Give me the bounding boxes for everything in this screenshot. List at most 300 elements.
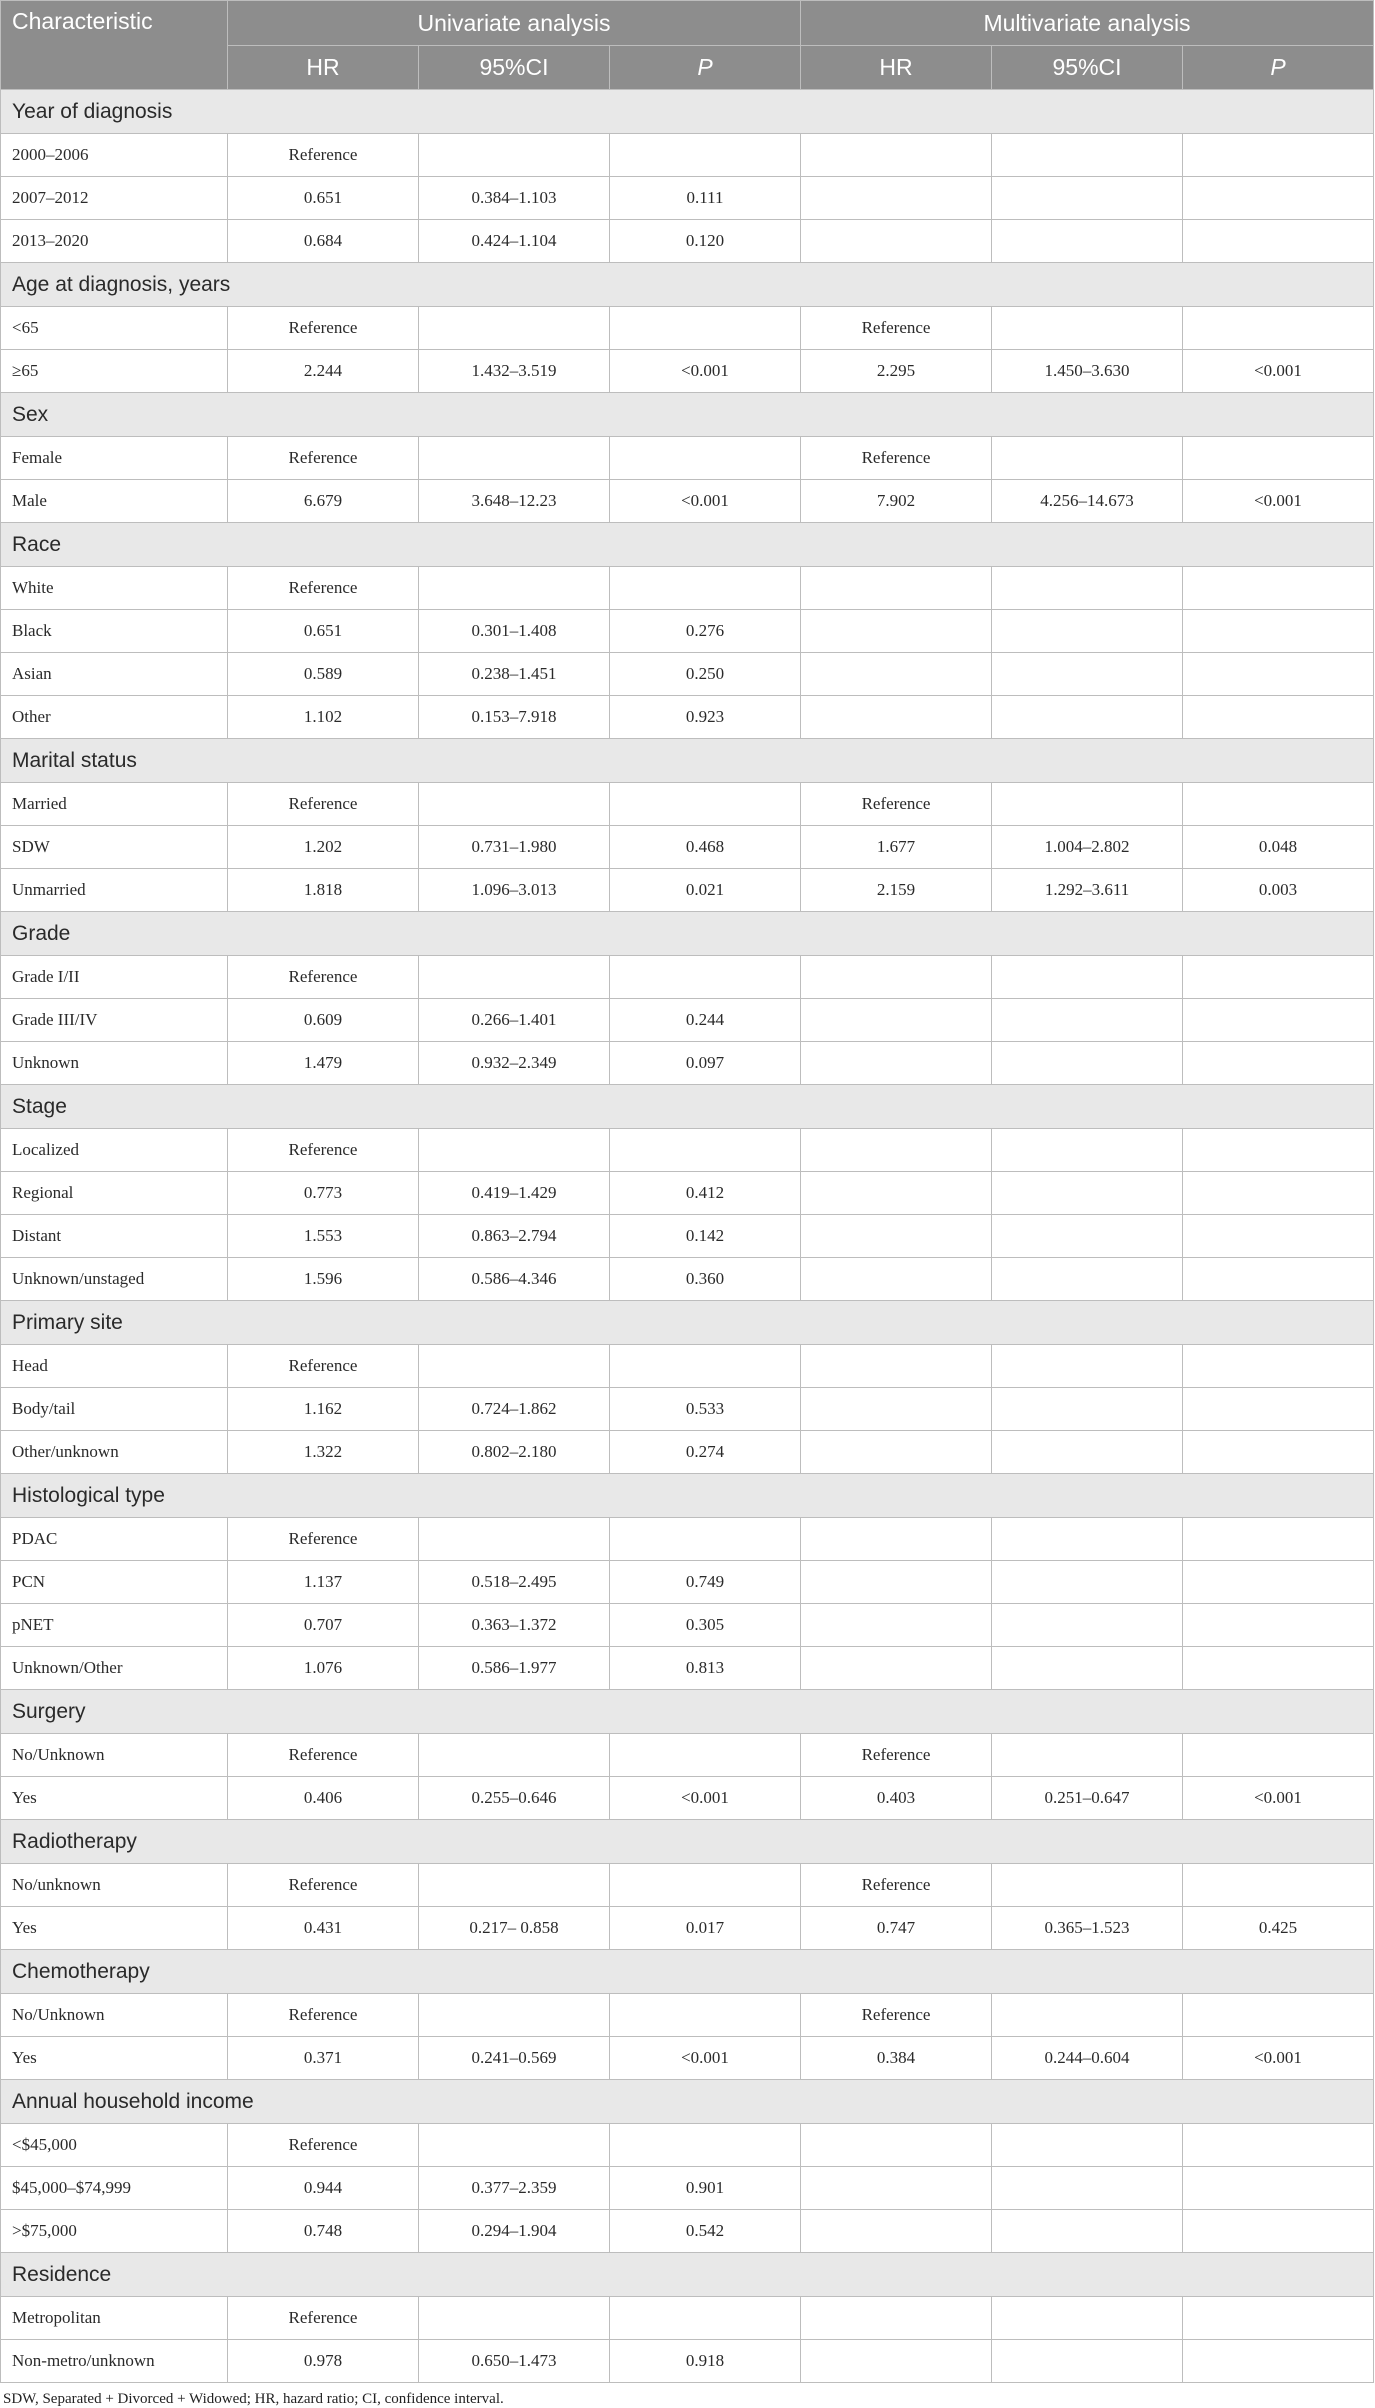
section-row: [1, 90, 1374, 134]
multi-p-cell: <0.001: [1183, 480, 1374, 523]
uni-ci-cell: [419, 956, 610, 999]
multi-hr-cell: [801, 1129, 992, 1172]
multi-p-cell: [1183, 134, 1374, 177]
multi-hr-cell: [801, 956, 992, 999]
table-row: [1, 1215, 1374, 1258]
uni-p-cell: [610, 134, 801, 177]
uni-ci-cell: [419, 2297, 610, 2340]
multi-ci-cell: [992, 1561, 1183, 1604]
multi-p-cell: [1183, 437, 1374, 480]
row-label-cell: Asian: [1, 653, 228, 696]
row-label-cell: Yes: [1, 1777, 228, 1820]
multi-hr-cell: Reference: [801, 437, 992, 480]
uni-hr-cell: Reference: [228, 1734, 419, 1777]
section-title: Chemotherapy: [1, 1950, 1374, 1994]
section-row: [1, 912, 1374, 956]
row-label-cell: Yes: [1, 2037, 228, 2080]
uni-hr-cell: 0.431: [228, 1907, 419, 1950]
uni-p-cell: 0.250: [610, 653, 801, 696]
uni-p-cell: 0.533: [610, 1388, 801, 1431]
uni-p-cell: 0.111: [610, 177, 801, 220]
row-label-cell: Grade III/IV: [1, 999, 228, 1042]
multi-hr-cell: 0.384: [801, 2037, 992, 2080]
uni-ci-cell: 0.650–1.473: [419, 2340, 610, 2383]
uni-ci-cell: 0.255–0.646: [419, 1777, 610, 1820]
uni-p-cell: [610, 956, 801, 999]
row-label-cell: Other: [1, 696, 228, 739]
multi-hr-cell: [801, 220, 992, 263]
multi-p-cell: [1183, 2167, 1374, 2210]
uni-ci-cell: 0.384–1.103: [419, 177, 610, 220]
row-label-cell: PDAC: [1, 1518, 228, 1561]
multi-hr-cell: [801, 2340, 992, 2383]
multi-p-cell: [1183, 177, 1374, 220]
multi-hr-cell: [801, 1042, 992, 1085]
multi-hr-cell: [801, 2210, 992, 2253]
multi-ci-cell: [992, 177, 1183, 220]
uni-p-cell: 0.021: [610, 869, 801, 912]
multi-ci-cell: [992, 956, 1183, 999]
multi-ci-cell: [992, 2124, 1183, 2167]
row-label-cell: 2013–2020: [1, 220, 228, 263]
multi-ci-cell: [992, 1129, 1183, 1172]
uni-p-cell: [610, 2297, 801, 2340]
multi-p-cell: [1183, 1345, 1374, 1388]
uni-ci-cell: [419, 783, 610, 826]
uni-hr-cell: Reference: [228, 134, 419, 177]
uni-hr-cell: 0.651: [228, 610, 419, 653]
multi-p-cell: [1183, 1734, 1374, 1777]
row-label-cell: Non-metro/unknown: [1, 2340, 228, 2383]
multi-p-cell: [1183, 1172, 1374, 1215]
multi-hr-cell: [801, 134, 992, 177]
header-uni-hr: HR: [228, 46, 419, 90]
multi-p-cell: [1183, 783, 1374, 826]
uni-ci-cell: 3.648–12.23: [419, 480, 610, 523]
uni-hr-cell: 0.406: [228, 1777, 419, 1820]
uni-ci-cell: [419, 567, 610, 610]
multi-ci-cell: [992, 1734, 1183, 1777]
uni-hr-cell: Reference: [228, 567, 419, 610]
uni-p-cell: <0.001: [610, 2037, 801, 2080]
row-label-cell: <$45,000: [1, 2124, 228, 2167]
multi-ci-cell: [992, 134, 1183, 177]
uni-p-cell: 0.360: [610, 1258, 801, 1301]
uni-p-cell: <0.001: [610, 1777, 801, 1820]
row-label-cell: Female: [1, 437, 228, 480]
table-row: [1, 1518, 1374, 1561]
multi-p-cell: [1183, 1258, 1374, 1301]
multi-ci-cell: 4.256–14.673: [992, 480, 1183, 523]
uni-hr-cell: 0.589: [228, 653, 419, 696]
uni-ci-cell: 0.266–1.401: [419, 999, 610, 1042]
multi-hr-cell: 1.677: [801, 826, 992, 869]
table-row: [1, 1561, 1374, 1604]
row-label-cell: No/Unknown: [1, 1994, 228, 2037]
multi-hr-cell: 7.902: [801, 480, 992, 523]
multi-ci-cell: [992, 220, 1183, 263]
header-multivariate: Multivariate analysis: [801, 1, 1374, 46]
uni-p-cell: [610, 1734, 801, 1777]
uni-p-cell: 0.918: [610, 2340, 801, 2383]
section-title: Grade: [1, 912, 1374, 956]
multi-hr-cell: 2.159: [801, 869, 992, 912]
table-row: [1, 1258, 1374, 1301]
row-label-cell: White: [1, 567, 228, 610]
section-row: [1, 393, 1374, 437]
multi-p-cell: [1183, 696, 1374, 739]
uni-hr-cell: Reference: [228, 1864, 419, 1907]
row-label-cell: SDW: [1, 826, 228, 869]
multi-p-cell: 0.048: [1183, 826, 1374, 869]
table-row: [1, 1647, 1374, 1690]
multi-p-cell: [1183, 1647, 1374, 1690]
uni-ci-cell: [419, 134, 610, 177]
uni-hr-cell: Reference: [228, 2124, 419, 2167]
multi-p-cell: [1183, 2340, 1374, 2383]
uni-p-cell: [610, 437, 801, 480]
multi-ci-cell: 1.004–2.802: [992, 826, 1183, 869]
row-label-cell: Unknown/unstaged: [1, 1258, 228, 1301]
header-multi-hr: HR: [801, 46, 992, 90]
section-title: Histological type: [1, 1474, 1374, 1518]
table-row: [1, 350, 1374, 393]
uni-hr-cell: 2.244: [228, 350, 419, 393]
uni-hr-cell: 1.553: [228, 1215, 419, 1258]
section-row: [1, 1690, 1374, 1734]
row-label-cell: Distant: [1, 1215, 228, 1258]
uni-p-cell: 0.412: [610, 1172, 801, 1215]
multi-ci-cell: [992, 783, 1183, 826]
uni-hr-cell: 0.944: [228, 2167, 419, 2210]
row-label-cell: PCN: [1, 1561, 228, 1604]
multi-hr-cell: 2.295: [801, 350, 992, 393]
table-row: [1, 610, 1374, 653]
uni-p-cell: [610, 307, 801, 350]
multi-ci-cell: [992, 2167, 1183, 2210]
uni-p-cell: [610, 1345, 801, 1388]
uni-hr-cell: 0.748: [228, 2210, 419, 2253]
multi-p-cell: [1183, 653, 1374, 696]
multi-p-cell: [1183, 1388, 1374, 1431]
header-characteristic: Characteristic: [1, 1, 228, 90]
row-label-cell: Localized: [1, 1129, 228, 1172]
row-label-cell: 2007–2012: [1, 177, 228, 220]
multi-p-cell: [1183, 307, 1374, 350]
table-row: [1, 1864, 1374, 1907]
uni-p-cell: 0.923: [610, 696, 801, 739]
table-row: [1, 999, 1374, 1042]
multi-p-cell: [1183, 1042, 1374, 1085]
row-label-cell: Yes: [1, 1907, 228, 1950]
uni-ci-cell: 0.241–0.569: [419, 2037, 610, 2080]
multi-ci-cell: [992, 567, 1183, 610]
header-univariate: Univariate analysis: [228, 1, 801, 46]
row-label-cell: Grade I/II: [1, 956, 228, 999]
uni-ci-cell: [419, 2124, 610, 2167]
uni-p-cell: 0.749: [610, 1561, 801, 1604]
multi-ci-cell: [992, 1431, 1183, 1474]
multi-ci-cell: [992, 1042, 1183, 1085]
table-row: [1, 1129, 1374, 1172]
uni-hr-cell: 0.773: [228, 1172, 419, 1215]
uni-p-cell: 0.813: [610, 1647, 801, 1690]
header-multi-ci: 95%CI: [992, 46, 1183, 90]
multi-ci-cell: [992, 2210, 1183, 2253]
uni-hr-cell: 1.818: [228, 869, 419, 912]
table-row: [1, 2340, 1374, 2383]
section-title: Surgery: [1, 1690, 1374, 1734]
table-row: [1, 134, 1374, 177]
uni-hr-cell: Reference: [228, 1518, 419, 1561]
multi-ci-cell: 0.251–0.647: [992, 1777, 1183, 1820]
uni-ci-cell: 0.724–1.862: [419, 1388, 610, 1431]
uni-ci-cell: [419, 1734, 610, 1777]
multi-ci-cell: [992, 2297, 1183, 2340]
header-uni-p: P: [610, 46, 801, 90]
uni-p-cell: [610, 567, 801, 610]
multi-ci-cell: [992, 1518, 1183, 1561]
table-row: [1, 869, 1374, 912]
multi-p-cell: [1183, 567, 1374, 610]
row-label-cell: Other/unknown: [1, 1431, 228, 1474]
uni-p-cell: [610, 1864, 801, 1907]
multi-p-cell: [1183, 610, 1374, 653]
uni-hr-cell: 0.371: [228, 2037, 419, 2080]
table-row: [1, 1604, 1374, 1647]
uni-ci-cell: 0.363–1.372: [419, 1604, 610, 1647]
multi-ci-cell: 1.450–3.630: [992, 350, 1183, 393]
multi-ci-cell: [992, 999, 1183, 1042]
multi-ci-cell: 1.292–3.611: [992, 869, 1183, 912]
multi-hr-cell: [801, 1647, 992, 1690]
multi-hr-cell: Reference: [801, 1864, 992, 1907]
table-row: [1, 2167, 1374, 2210]
multi-ci-cell: [992, 437, 1183, 480]
multi-hr-cell: Reference: [801, 307, 992, 350]
multi-p-cell: [1183, 1129, 1374, 1172]
table-row: [1, 177, 1374, 220]
multi-p-cell: [1183, 2297, 1374, 2340]
multi-p-cell: [1183, 956, 1374, 999]
uni-p-cell: 0.120: [610, 220, 801, 263]
multi-ci-cell: [992, 1172, 1183, 1215]
row-label-cell: >$75,000: [1, 2210, 228, 2253]
table-body: [1, 90, 1374, 2383]
section-row: [1, 1474, 1374, 1518]
uni-hr-cell: 0.651: [228, 177, 419, 220]
uni-hr-cell: Reference: [228, 1129, 419, 1172]
uni-hr-cell: 1.202: [228, 826, 419, 869]
multi-hr-cell: [801, 567, 992, 610]
uni-ci-cell: 0.932–2.349: [419, 1042, 610, 1085]
table-row: [1, 1172, 1374, 1215]
table-row: [1, 1345, 1374, 1388]
table-row: [1, 2210, 1374, 2253]
row-label-cell: <65: [1, 307, 228, 350]
multi-p-cell: [1183, 1561, 1374, 1604]
table-row: [1, 1907, 1374, 1950]
uni-hr-cell: Reference: [228, 1994, 419, 2037]
table-row: [1, 2037, 1374, 2080]
section-title: Radiotherapy: [1, 1820, 1374, 1864]
multi-ci-cell: [992, 307, 1183, 350]
table-header: [1, 1, 1374, 90]
uni-p-cell: 0.274: [610, 1431, 801, 1474]
multi-hr-cell: [801, 1258, 992, 1301]
row-label-cell: ≥65: [1, 350, 228, 393]
table-row: [1, 220, 1374, 263]
row-label-cell: pNET: [1, 1604, 228, 1647]
uni-p-cell: 0.142: [610, 1215, 801, 1258]
multi-p-cell: [1183, 1864, 1374, 1907]
uni-p-cell: 0.097: [610, 1042, 801, 1085]
uni-p-cell: [610, 1518, 801, 1561]
multi-ci-cell: [992, 1864, 1183, 1907]
row-label-cell: $45,000–$74,999: [1, 2167, 228, 2210]
uni-ci-cell: 1.432–3.519: [419, 350, 610, 393]
section-title: Primary site: [1, 1301, 1374, 1345]
row-label-cell: Metropolitan: [1, 2297, 228, 2340]
header-multi-p: P: [1183, 46, 1374, 90]
table-row: [1, 696, 1374, 739]
multi-p-cell: [1183, 1604, 1374, 1647]
row-label-cell: No/Unknown: [1, 1734, 228, 1777]
uni-hr-cell: 0.978: [228, 2340, 419, 2383]
uni-hr-cell: Reference: [228, 956, 419, 999]
multi-p-cell: 0.003: [1183, 869, 1374, 912]
uni-hr-cell: Reference: [228, 307, 419, 350]
section-title: Residence: [1, 2253, 1374, 2297]
multi-p-cell: <0.001: [1183, 350, 1374, 393]
uni-p-cell: 0.305: [610, 1604, 801, 1647]
row-label-cell: Unknown/Other: [1, 1647, 228, 1690]
section-row: [1, 2080, 1374, 2124]
uni-hr-cell: 0.684: [228, 220, 419, 263]
uni-ci-cell: 0.153–7.918: [419, 696, 610, 739]
uni-hr-cell: 1.596: [228, 1258, 419, 1301]
uni-p-cell: 0.017: [610, 1907, 801, 1950]
uni-ci-cell: [419, 307, 610, 350]
uni-p-cell: [610, 1994, 801, 2037]
multi-hr-cell: [801, 2167, 992, 2210]
section-row: [1, 739, 1374, 783]
uni-hr-cell: 1.137: [228, 1561, 419, 1604]
multi-hr-cell: 0.747: [801, 1907, 992, 1950]
section-title: Marital status: [1, 739, 1374, 783]
uni-p-cell: 0.468: [610, 826, 801, 869]
uni-p-cell: 0.901: [610, 2167, 801, 2210]
multi-p-cell: [1183, 2124, 1374, 2167]
section-title: Age at diagnosis, years: [1, 263, 1374, 307]
row-label-cell: No/unknown: [1, 1864, 228, 1907]
multi-ci-cell: [992, 1604, 1183, 1647]
table-row: [1, 653, 1374, 696]
multi-p-cell: [1183, 1994, 1374, 2037]
uni-ci-cell: 0.294–1.904: [419, 2210, 610, 2253]
multi-p-cell: [1183, 220, 1374, 263]
table-row: [1, 1431, 1374, 1474]
uni-p-cell: <0.001: [610, 350, 801, 393]
table-row: [1, 1994, 1374, 2037]
uni-ci-cell: 0.863–2.794: [419, 1215, 610, 1258]
uni-ci-cell: 0.802–2.180: [419, 1431, 610, 1474]
multi-hr-cell: [801, 1215, 992, 1258]
table-row: [1, 2124, 1374, 2167]
uni-ci-cell: [419, 437, 610, 480]
table-row: [1, 567, 1374, 610]
section-row: [1, 2253, 1374, 2297]
multi-p-cell: [1183, 2210, 1374, 2253]
multi-hr-cell: [801, 1345, 992, 1388]
multi-hr-cell: [801, 1604, 992, 1647]
table-row: [1, 1777, 1374, 1820]
multi-hr-cell: Reference: [801, 1994, 992, 2037]
row-label-cell: Black: [1, 610, 228, 653]
row-label-cell: Regional: [1, 1172, 228, 1215]
uni-p-cell: 0.276: [610, 610, 801, 653]
uni-p-cell: [610, 2124, 801, 2167]
table-row: [1, 1388, 1374, 1431]
uni-hr-cell: 6.679: [228, 480, 419, 523]
uni-hr-cell: Reference: [228, 783, 419, 826]
row-label-cell: Married: [1, 783, 228, 826]
table-footnote: SDW, Separated + Divorced + Widowed; HR, hazard ratio; CI, confidence interval.: [3, 2391, 504, 2407]
uni-hr-cell: 1.102: [228, 696, 419, 739]
uni-p-cell: <0.001: [610, 480, 801, 523]
uni-p-cell: 0.542: [610, 2210, 801, 2253]
multi-ci-cell: 0.365–1.523: [992, 1907, 1183, 1950]
multi-p-cell: [1183, 1518, 1374, 1561]
multi-hr-cell: Reference: [801, 783, 992, 826]
uni-p-cell: [610, 783, 801, 826]
uni-ci-cell: 0.586–1.977: [419, 1647, 610, 1690]
multi-hr-cell: [801, 2297, 992, 2340]
uni-p-cell: 0.244: [610, 999, 801, 1042]
row-label-cell: Unknown: [1, 1042, 228, 1085]
multi-ci-cell: [992, 653, 1183, 696]
uni-ci-cell: 0.377–2.359: [419, 2167, 610, 2210]
section-row: [1, 523, 1374, 567]
multi-hr-cell: 0.403: [801, 1777, 992, 1820]
multi-p-cell: [1183, 999, 1374, 1042]
uni-ci-cell: 0.419–1.429: [419, 1172, 610, 1215]
multi-p-cell: <0.001: [1183, 2037, 1374, 2080]
section-title: Race: [1, 523, 1374, 567]
multi-hr-cell: [801, 1561, 992, 1604]
table-row: [1, 783, 1374, 826]
table-row: [1, 307, 1374, 350]
multi-ci-cell: [992, 1388, 1183, 1431]
section-row: [1, 1820, 1374, 1864]
uni-ci-cell: [419, 1994, 610, 2037]
multi-hr-cell: [801, 1172, 992, 1215]
table-row: [1, 826, 1374, 869]
uni-hr-cell: 0.707: [228, 1604, 419, 1647]
uni-hr-cell: 1.479: [228, 1042, 419, 1085]
table-row: [1, 480, 1374, 523]
multi-ci-cell: [992, 1994, 1183, 2037]
uni-ci-cell: 0.424–1.104: [419, 220, 610, 263]
multi-p-cell: 0.425: [1183, 1907, 1374, 1950]
table-row: [1, 1042, 1374, 1085]
multi-p-cell: <0.001: [1183, 1777, 1374, 1820]
section-title: Stage: [1, 1085, 1374, 1129]
section-title: Year of diagnosis: [1, 90, 1374, 134]
header-uni-ci: 95%CI: [419, 46, 610, 90]
uni-hr-cell: 1.076: [228, 1647, 419, 1690]
multi-ci-cell: [992, 2340, 1183, 2383]
